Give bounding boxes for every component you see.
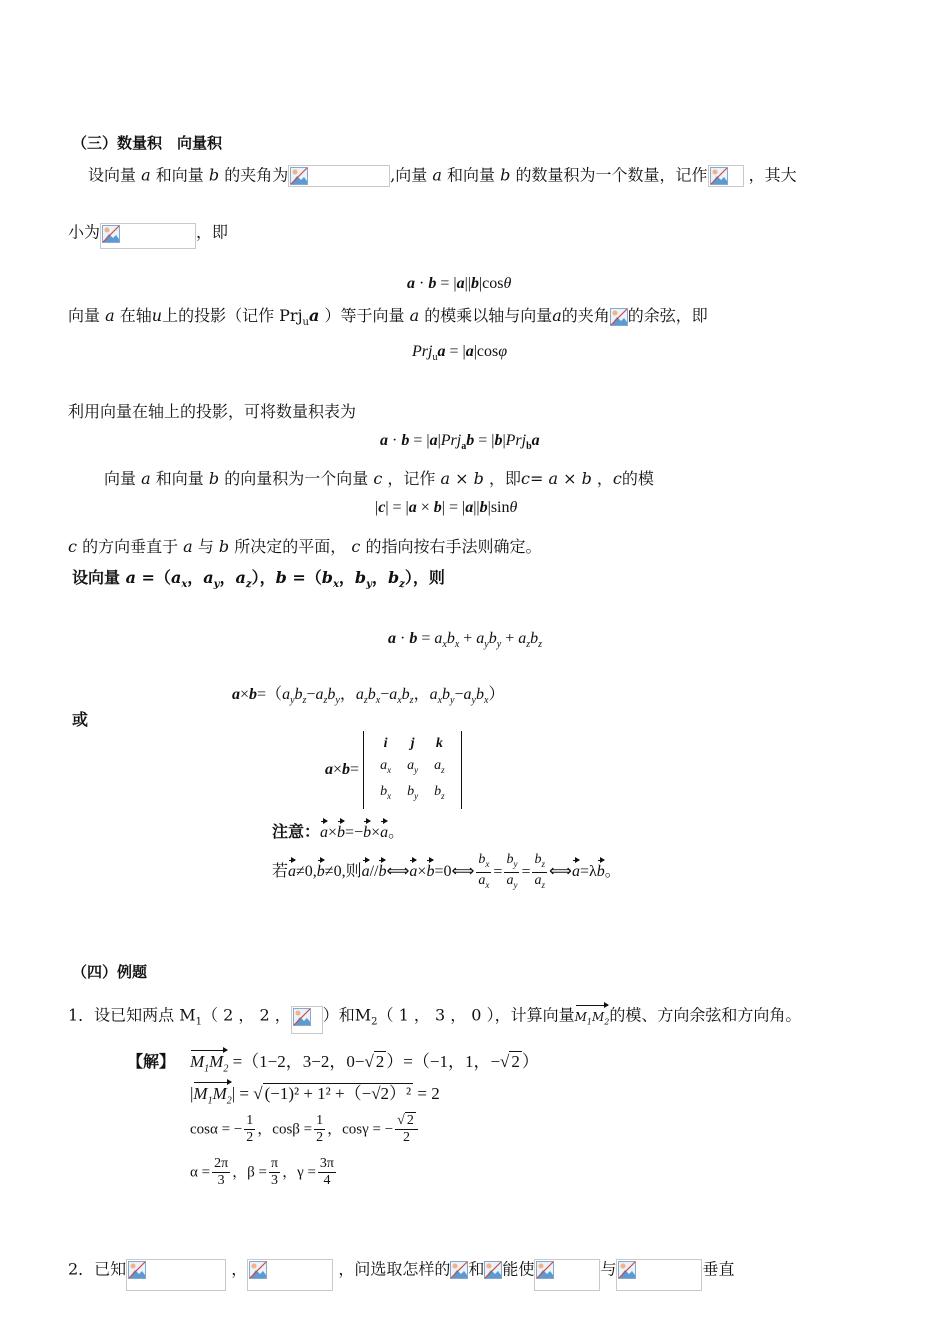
formula-dot-product: a · b = |a||b|cosθ <box>407 275 512 292</box>
formula-cross-components: $a\times b=(a_yb_z-a_zb_y$，$a_zb_x-a_xb_z$，$a_xb_y-a_yb_x$） <box>232 686 505 707</box>
broken-image-icon <box>618 1261 636 1279</box>
paragraph-1: 设向量 a 和向量 b 的夹角为 ,向量 a 和向量 b 的数量积为一个数量，记作 ，其大 <box>88 165 797 187</box>
paragraph-3: 向量 a 在轴u上的投影（记作 Prj$_u$a ）等于向量 a 的模乘以轴与向量a的夹角 的余弦，即 <box>68 306 708 329</box>
image-placeholder-mu <box>484 1261 502 1279</box>
solution-label: 【解】 <box>127 1052 176 1071</box>
image-placeholder-vector-a <box>126 1259 226 1291</box>
image-placeholder-sqrt2 <box>291 1006 323 1034</box>
formula-projection: Prj$_u$a = |a|cosφ <box>412 343 508 364</box>
broken-image-icon <box>484 1261 502 1279</box>
solution-line-1: $M_1M_2 =(1-2$，3−2，0−√ 2 ）=（−1，1，−√ 2 ） <box>190 1052 539 1079</box>
image-placeholder-theta <box>288 165 390 187</box>
section-heading-3: （三）数量积 向量积 <box>72 134 223 152</box>
paragraph-5: 向量 a 和向量 b 的向量积为一个向量 c ，记作 a × b ，即c= a × b ，c的模 <box>104 469 654 488</box>
broken-image-icon <box>610 308 628 326</box>
paragraph-2: 小为 ，即 <box>68 217 228 249</box>
solution-line-2: $|M_1M_2|$ = √ (−1)² + 1² +（−√2）² = 2 <box>190 1084 440 1111</box>
broken-image-icon <box>710 167 728 185</box>
image-placeholder-expr-2 <box>616 1259 702 1291</box>
determinant-matrix: i j k $a_x$ $a_y$ $a_z$ $b_x$ $b_y$ $b_z$ <box>363 731 462 809</box>
broken-image-icon <box>128 1261 146 1279</box>
formula-projection-dot: a · b = |a|Prj$_a$b = |b|Prj$_b$a <box>380 432 540 453</box>
or-label: 或 <box>72 710 89 729</box>
formula-cross-magnitude: |c| = |a × b| = |a||b|sinθ <box>375 499 518 516</box>
image-placeholder-phi <box>610 308 628 326</box>
paragraph-4: 利用向量在轴上的投影，可将数量积表为 <box>68 402 357 421</box>
solution-line-4: α = $\frac{2\pi}{3}$ ，β = $\frac{\pi}{3}$ ，γ = $\frac{3\pi}{4}$ <box>190 1156 334 1188</box>
example-1: 1．设已知两点 $M_1$（ 2 ， 2 ， ）和$M_2$（ 1 ， 3 ， 0 ），计算向量$M_1M_2$的模、方向余弦和方向角。 <box>68 998 801 1034</box>
broken-image-icon <box>249 1261 267 1279</box>
broken-image-icon <box>102 225 120 243</box>
parallel-condition: 若a≠0,b≠0,则a//b⟺a×b=0⟺ $\frac{b_x}{a_x}$ = $\frac{b_y}{a_y}$ = $\frac{b_z}{a_z}$ ⟺a=λb。 <box>272 852 621 890</box>
paragraph-6: c 的方向垂直于 a 与 b 所决定的平面， c 的指向按右手法则确定。 <box>68 537 542 556</box>
image-placeholder-vector-b <box>247 1259 333 1291</box>
section-heading-4: （四）例题 <box>72 963 148 981</box>
note-anticommutative: 注意：a×b=−b×a。 <box>272 824 405 841</box>
image-placeholder-lambda <box>450 1261 468 1279</box>
formula-dot-components: $a \cdot b = a_xb_x + a_yb_y + a_zb_z$ <box>388 630 543 651</box>
image-placeholder-magnitude <box>100 223 196 249</box>
broken-image-icon <box>450 1261 468 1279</box>
formula-determinant: a×b= i j k $a_x$ $a_y$ $a_z$ $b_x$ $b_y$ $b_z$ <box>325 731 462 809</box>
solution-line-3: cosα = − $\frac{1}{2}$ ，cosβ = $\frac{1}{2}$ ，cosγ = − $\frac{√ 2}{2}$ <box>190 1113 420 1146</box>
broken-image-icon <box>536 1261 554 1279</box>
broken-image-icon <box>290 167 308 185</box>
image-placeholder-dot-product <box>708 165 744 187</box>
broken-image-icon <box>293 1008 311 1026</box>
example-2: 2．已知 ， ，问选取怎样的 和 能使 与 垂直 <box>68 1249 734 1291</box>
image-placeholder-expr-1 <box>534 1259 600 1291</box>
paragraph-components: 设向量 $a =(a_x$，$a_y$，$a_z$），$b =(b_x$，$b_y$，$b_z$），则 <box>72 568 445 591</box>
